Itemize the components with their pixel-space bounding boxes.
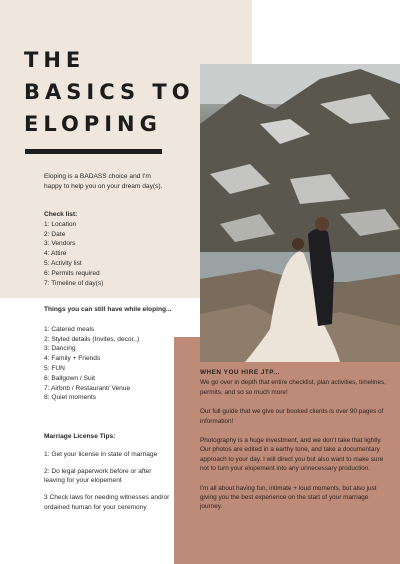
title-divider [25,149,162,154]
license-section [44,432,174,520]
checklist-item: 1: Location [44,220,77,228]
hire-paragraph: Our full guide that we give our booked clients is over 90 pages of information! [200,408,384,425]
title-line: ELOPING [24,112,162,136]
checklist-item: 5: Activity list [44,259,82,267]
hire-paragraph: I'm all about having fun, intimate + loud moments, but also just giving you the best experience on the start of your marriage journey. [200,484,377,511]
license-heading: Marriage License Tips: [44,433,116,440]
hire-paragraph: We go over in depth that entire checklist, plan activities, timelines, permits, and so so much more! [200,379,387,396]
title-line: BASICS TO [24,80,195,104]
hire-heading: WHEN YOU HIRE JTP... [200,369,281,376]
license-tip: 2: Do legal paperwork before or after leaving for your elopement [44,467,152,485]
license-tip: 1: Get your license in state of marriage [44,450,158,458]
things-item: 6: Ballgown / Suit [44,374,95,382]
things-item: 1: Catered meals [44,325,95,333]
license-tip: 3 Check laws for needing witnesses and/or ordained human for your ceremony [44,494,170,511]
title-line: THE [24,48,86,72]
checklist-item: 6: Permits required [44,269,100,277]
checklist-item: 7: Timeline of day(s) [44,279,104,287]
things-item: 7: Airbnb / Restaurant/ Venue [44,384,131,392]
things-item: 8: Quiet moments [44,394,97,402]
things-item: 4: Family + Friends [44,355,101,363]
checklist-item: 4: Attire [44,250,67,258]
things-item: 5: FUN [44,364,65,372]
checklist-heading: Check list: [44,211,78,218]
checklist-section [44,210,103,288]
intro-text: Eloping is a BADASS choice and I'm happy to help you on your dream day(s). [44,173,163,190]
checklist-item: 3: Vendors [44,240,76,248]
things-section [44,305,174,403]
things-item: 3: Dancing [44,345,76,353]
things-item: 2: Styled details (Invites, decor..) [44,335,140,343]
couple-mountain-photo [200,64,400,362]
hire-panel [200,368,390,522]
page-title [24,44,195,140]
checklist-item: 2: Date [44,230,66,238]
hire-paragraph: Photography is a huge investment, and we don't take that lightly. Our photos are edited in a earthy tone, and take a documentary approach to your day. I will direct you but also want to make sure not to turn your elopement into any unnecessary production. [200,437,384,473]
things-heading: Things you can still have while eloping... [44,306,172,313]
